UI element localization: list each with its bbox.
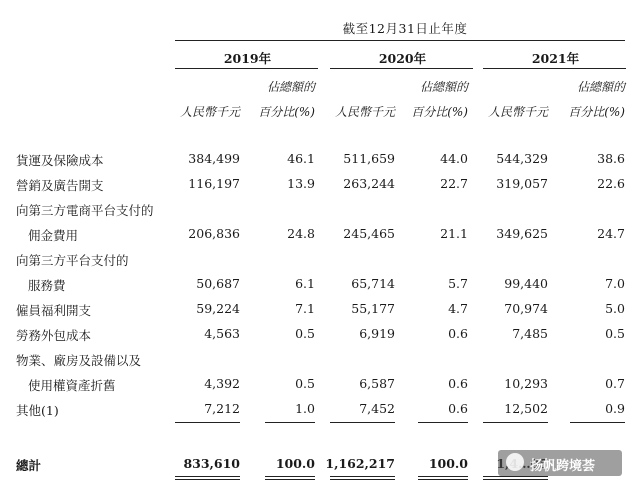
row-value: 24.8 [287,226,315,241]
col-header-pct-line1: 佔總額的 [576,80,625,94]
row-value: 0.6 [448,326,468,341]
row-value: 7,212 [204,401,240,416]
sum-rule-c5 [483,422,548,423]
sum-rule-c6 [570,422,625,423]
total-rule-c5b [483,479,548,480]
wechat-icon [506,453,524,471]
total-rule-c4b [418,479,468,480]
row-value: 12,502 [504,401,548,416]
sum-rule-c1 [175,422,240,423]
total-value: 100.0 [275,456,315,471]
sum-rule-c4 [418,422,468,423]
row-value: 5.7 [448,276,468,291]
row-value: 10,293 [504,376,548,391]
row-value: 46.1 [287,151,315,166]
row-value: 319,057 [496,176,548,191]
total-rule-c3 [330,476,395,477]
row-label: 服務費 [28,278,66,293]
row-value: 59,224 [196,301,240,316]
row-value: 44.0 [440,151,468,166]
row-value: 0.5 [295,326,315,341]
total-value: 100.0 [428,456,468,471]
row-label: 其他(1) [16,403,59,418]
row-label: 僱員福利開支 [16,303,92,318]
row-label: 使用權資產折舊 [28,378,116,393]
row-value: 116,197 [188,176,240,191]
row-label: 貨運及保險成本 [16,153,104,168]
row-value: 4.7 [448,301,468,316]
row-label: 向第三方電商平台支付的 [16,203,154,218]
row-value: 263,244 [343,176,395,191]
row-value: 6,919 [359,326,395,341]
period-rule [175,40,625,41]
period-heading: 截至12月31日止年度 [342,21,468,36]
row-value: 50,687 [196,276,240,291]
total-rule-c1 [175,476,240,477]
row-label: 營銷及廣告開支 [16,178,104,193]
row-value: 24.7 [597,226,625,241]
row-value: 21.1 [440,226,468,241]
year-2021: 2021年 [531,51,580,66]
row-value: 7.1 [295,301,315,316]
col-header-pct-line2: 百分比(%) [568,105,625,119]
row-label: 向第三方平台支付的 [16,253,129,268]
row-label: 佣金費用 [28,228,79,243]
watermark-text: 扬帆跨境荟 [530,459,596,474]
col-header-pct-line1: 佔總額的 [266,80,315,94]
total-rule-c1b [175,479,240,480]
year-2019: 2019年 [223,51,272,66]
col-header-rmb: 人民幣千元 [179,105,240,119]
sum-rule-c2 [265,422,315,423]
row-value: 245,465 [343,226,395,241]
row-value: 511,659 [343,151,395,166]
total-value: 833,610 [183,456,240,471]
total-rule-c4 [418,476,468,477]
col-header-rmb: 人民幣千元 [334,105,395,119]
row-label: 勞務外包成本 [16,328,92,343]
row-value: 0.6 [448,401,468,416]
col-header-rmb: 人民幣千元 [487,105,548,119]
row-value: 13.9 [287,176,315,191]
col-header-pct-line1: 佔總額的 [419,80,468,94]
row-value: 7,452 [359,401,395,416]
total-rule-c2 [265,476,315,477]
row-value: 22.7 [440,176,468,191]
row-value: 544,329 [496,151,548,166]
row-value: 349,625 [496,226,548,241]
row-value: 7,485 [512,326,548,341]
total-value: 1,162,217 [325,456,395,471]
row-value: 6.1 [295,276,315,291]
row-value: 99,440 [504,276,548,291]
row-value: 0.6 [448,376,468,391]
col-header-pct-line2: 百分比(%) [411,105,468,119]
row-value: 6,587 [359,376,395,391]
row-value: 4,392 [204,376,240,391]
row-value: 55,177 [351,301,395,316]
total-rule-c3b [330,479,395,480]
row-value: 4,563 [204,326,240,341]
row-value: 0.5 [605,326,625,341]
year-rule-2019 [175,68,318,69]
year-rule-2020 [330,68,473,69]
row-value: 22.6 [597,176,625,191]
col-header-pct-line2: 百分比(%) [258,105,315,119]
row-value: 0.9 [605,401,625,416]
row-value: 206,836 [188,226,240,241]
sum-rule-c3 [330,422,395,423]
total-rule-c5 [483,476,548,477]
row-value: 7.0 [605,276,625,291]
row-value: 65,714 [351,276,395,291]
total-label: 總計 [16,458,42,473]
year-rule-2021 [483,68,626,69]
row-value: 384,499 [188,151,240,166]
row-value: 5.0 [605,301,625,316]
row-value: 0.7 [605,376,625,391]
row-value: 0.5 [295,376,315,391]
row-value: 38.6 [597,151,625,166]
row-label: 物業、廠房及設備以及 [16,353,142,368]
total-rule-c2b [265,479,315,480]
row-value: 1.0 [295,401,315,416]
row-value: 70,974 [504,301,548,316]
year-2020: 2020年 [378,51,427,66]
